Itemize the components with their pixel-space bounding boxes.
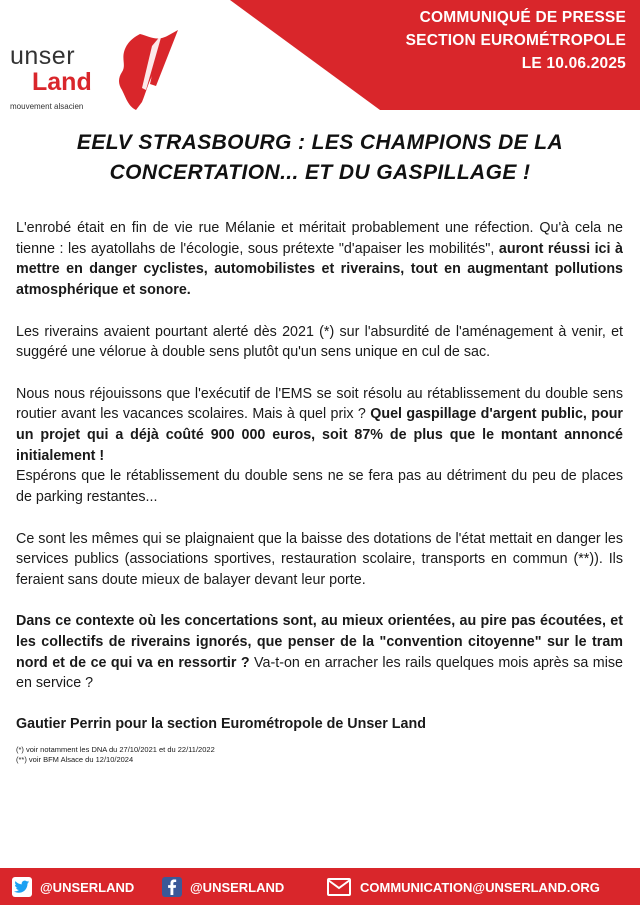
header-line-2: SECTION EUROMÉTROPOLE (405, 32, 626, 49)
paragraph-1-emphasis: auront réussi ici à mettre en danger cyclistes, automobilistes et riverains, tout en augmentant pollutions atmosphérique et sonore. (16, 240, 623, 299)
paragraph-5 (16, 611, 623, 694)
alsace-map-icon (102, 28, 180, 114)
logo-word-unser: unser (10, 42, 76, 70)
paragraph-3-continued: Espérons que le rétablissement du double sens ne se fera pas au détriment du peu de places de parking restantes... (16, 468, 623, 506)
paragraph-4: Ce sont les mêmes qui se plaignaient que la baisse des dotations de l'état mettait en danger les services publics (associations sportives, restauration scolaire, transports en commun (**)). Ils feraient sans doute mieux de balayer devant leur porte. (16, 530, 623, 588)
twitter-contact[interactable] (12, 876, 134, 898)
mail-icon (326, 877, 352, 897)
paragraph-3-emphasis: Quel gaspillage d'argent public, pour un projet qui a déjà coûté 900 000 euros, soit 87% de plus que le montant annoncé initialement ! (16, 406, 623, 464)
twitter-handle[interactable]: @UNSERLAND (40, 879, 135, 895)
paragraph-1-text: L'enrobé était en fin de vie rue Mélanie et méritait probablement une réfection. Qu'à cela ne tienne : les ayatollahs de l'écologie, sous prétexte "d'apaiser les mobilités", (16, 220, 623, 257)
twitter-icon (12, 877, 32, 897)
press-release-header (406, 6, 626, 75)
footnotes (16, 745, 623, 765)
title-line-2: CONCERTATION... ET DU GASPILLAGE ! (109, 161, 531, 184)
header-line-1: COMMUNIQUÉ DE PRESSE (419, 9, 626, 26)
contact-footer (0, 868, 640, 905)
facebook-contact[interactable] (162, 876, 284, 898)
facebook-handle[interactable]: @UNSERLAND (190, 879, 285, 895)
email-contact[interactable] (326, 876, 600, 898)
facebook-icon (162, 877, 182, 897)
header-date: LE 10.06.2025 (521, 55, 626, 72)
paragraph-3 (16, 384, 623, 467)
paragraph-1 (16, 218, 623, 301)
press-release-body (16, 218, 623, 765)
paragraph-2: Les riverains avaient pourtant alerté dès 2021 (*) sur l'absurdité de l'aménagement à venir, et suggéré une vélorue à double sens plutôt qu'un sens unique en cul de sac. (16, 323, 623, 361)
logo-tagline: mouvement alsacien (10, 102, 84, 111)
title-line-1: EELV STRASBOURG : LES CHAMPIONS DE LA (76, 131, 564, 154)
signature: Gautier Perrin pour la section Eurométropole de Unser Land (16, 716, 426, 733)
paragraph-5-text: Va-t-on en arracher les rails quelques mois après sa mise en service ? (16, 654, 623, 692)
footnote-2: (**) voir BFM Alsace du 12/10/2024 (16, 754, 134, 764)
paragraph-3-text: Nous nous réjouissons que l'exécutif de l'EMS se soit résolu au rétablissement du double sens routier avant les vacances scolaires. Mais à quel prix ? (16, 385, 623, 423)
email-address[interactable]: COMMUNICATION@UNSERLAND.ORG (360, 879, 600, 895)
footnote-1: (*) voir notamment les DNA du 27/10/2021 et du 22/11/2022 (16, 744, 215, 754)
unser-land-logo (10, 28, 180, 118)
paragraph-5-emphasis: Dans ce contexte où les concertations sont, au mieux orientées, au pire pas écoutées, et les collectifs de riverains ignorés, que penser de la "convention citoyenne" sur le tram nord et de ce qui va en ressortir ? (16, 613, 623, 671)
logo-word-land: Land (32, 68, 92, 96)
press-release-title (40, 128, 600, 188)
